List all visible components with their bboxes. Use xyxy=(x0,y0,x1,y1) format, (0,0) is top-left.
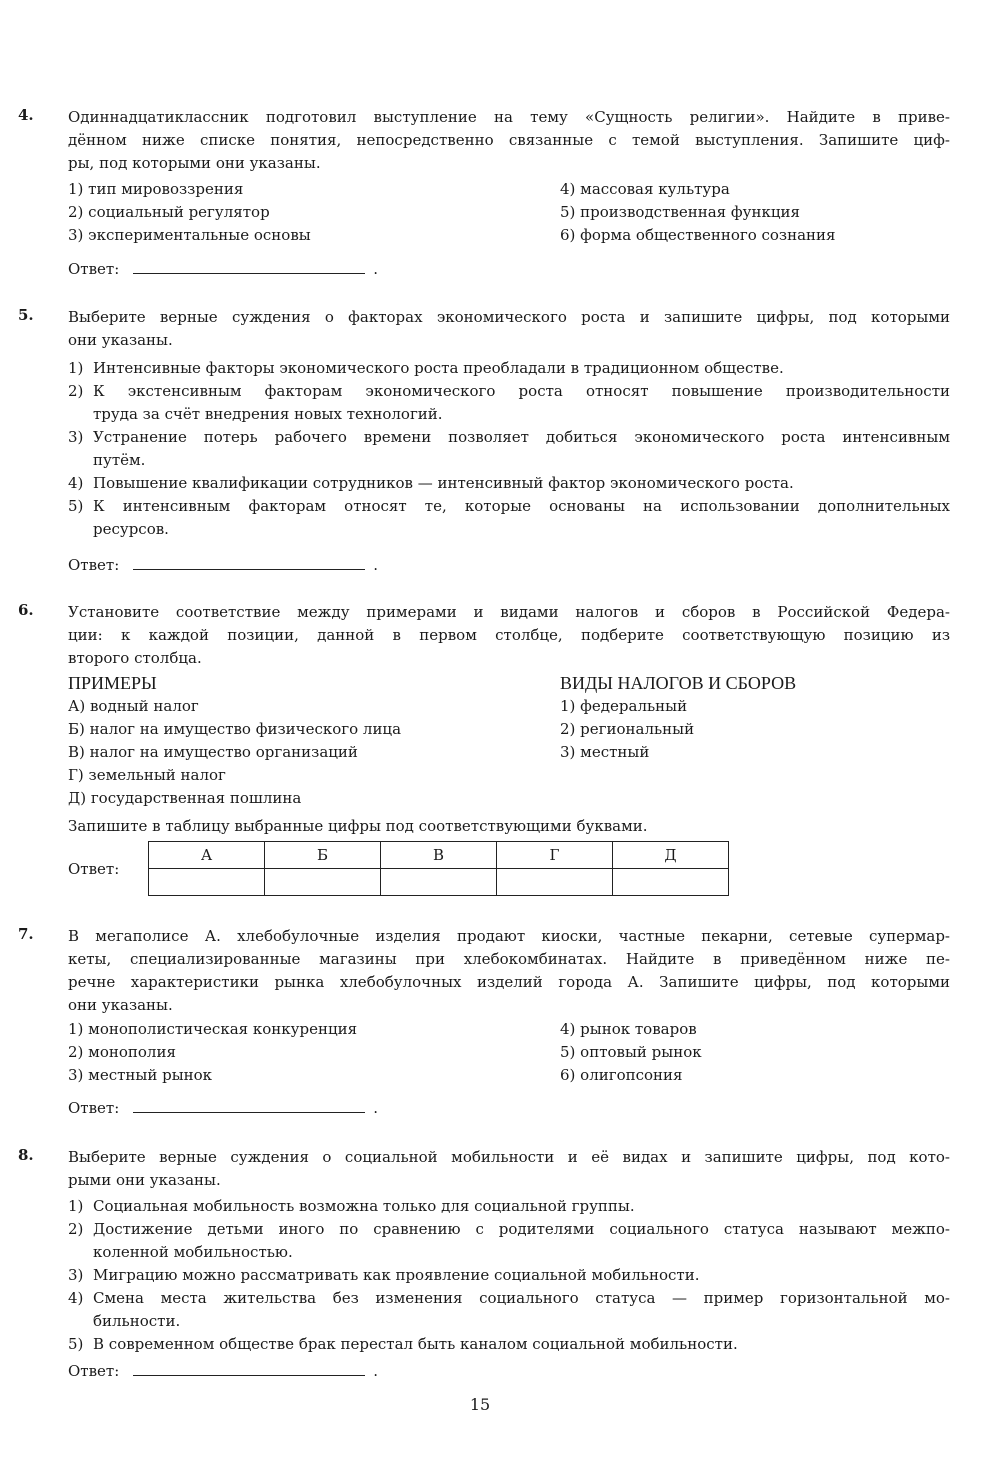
q4-option-5: 5) производственная функция xyxy=(560,203,800,221)
q5-item-5-num: 5) xyxy=(68,497,84,515)
q8-item-2-text-line2: коленной мобильностью. xyxy=(93,1243,293,1261)
q7-answer-field[interactable] xyxy=(133,1096,365,1113)
q6-table-header-d: Д xyxy=(613,842,729,869)
q4-number: 4. xyxy=(18,106,34,124)
q5-item-4-num: 4) xyxy=(68,474,84,492)
answer-label: Ответ: xyxy=(68,1099,120,1117)
answer-label: Ответ: xyxy=(68,1362,120,1380)
answer-dot: . xyxy=(373,260,379,278)
q5-item-2-text-line2: труда за счёт внедрения новых технологий. xyxy=(93,405,443,423)
q7-option-6: 6) олигопсония xyxy=(560,1066,683,1084)
q8-item-2-num: 2) xyxy=(68,1220,84,1238)
q4-text-line3: ры, под которыми они указаны. xyxy=(68,154,321,172)
q8-item-4-text-line2: бильности. xyxy=(93,1312,181,1330)
q6-example-v: В) налог на имущество организаций xyxy=(68,743,358,761)
q8-item-3-num: 3) xyxy=(68,1266,84,1284)
q8-item-4-num: 4) xyxy=(68,1289,84,1307)
q6-example-b: Б) налог на имущество физического лица xyxy=(68,720,402,738)
q8-item-2-text-line1: Достижение детьми иного по сравнению с родителями социального статуса называют межпо- xyxy=(93,1220,950,1238)
q5-number: 5. xyxy=(18,306,34,324)
q6-example-d: Д) государственная пошлина xyxy=(68,789,302,807)
q4-option-6: 6) форма общественного сознания xyxy=(560,226,836,244)
q7-text-line3: речне характеристики рынка хлебобулочных изделий города А. Запишите цифры, под которыми xyxy=(68,973,950,991)
q6-table-header-v: В xyxy=(381,842,497,869)
q4-option-3: 3) экспериментальные основы xyxy=(68,226,311,244)
q4-option-4: 4) массовая культура xyxy=(560,180,730,198)
q8-item-3-text: Миграцию можно рассматривать как проявление социальной мобильности. xyxy=(93,1266,700,1284)
q5-answer xyxy=(68,553,378,577)
q6-table-header-b: Б xyxy=(265,842,381,869)
q5-item-2-text-line1: К экстенсивным факторам экономического роста относят повышение производительности xyxy=(93,382,950,400)
q5-item-1-num: 1) xyxy=(68,359,84,377)
q6-kinds-header: ВИДЫ НАЛОГОВ И СБОРОВ xyxy=(560,673,797,693)
q6-table-cell-v[interactable] xyxy=(381,869,497,896)
q6-table-cell-a[interactable] xyxy=(149,869,265,896)
q7-text-line1: В мегаполисе А. хлебобулочные изделия продают киоски, частные пекарни, сетевые супермар- xyxy=(68,927,950,945)
answer-dot: . xyxy=(373,1099,379,1117)
q8-answer xyxy=(68,1359,378,1383)
q6-instruction: Запишите в таблицу выбранные цифры под соответствующими буквами. xyxy=(68,817,648,835)
q5-text-line1: Выберите верные суждения о факторах экономического роста и запишите цифры, под которыми xyxy=(68,308,950,326)
q6-kind-3: 3) местный xyxy=(560,743,650,761)
q7-answer xyxy=(68,1096,378,1120)
q6-kind-1: 1) федеральный xyxy=(560,697,688,715)
q7-option-1: 1) монополистическая конкуренция xyxy=(68,1020,358,1038)
q5-item-3-text-line1: Устранение потерь рабочего времени позволяет добиться экономического роста интенсивным xyxy=(93,428,950,446)
q4-option-1: 1) тип мировоззрения xyxy=(68,180,244,198)
q4-answer xyxy=(68,257,378,281)
q6-answer-table xyxy=(148,841,729,896)
q5-text-line2: они указаны. xyxy=(68,331,173,349)
q7-option-5: 5) оптовый рынок xyxy=(560,1043,702,1061)
q4-option-2: 2) социальный регулятор xyxy=(68,203,270,221)
q6-table-cell-d[interactable] xyxy=(613,869,729,896)
q8-item-5-text: В современном обществе брак перестал быть каналом социальной мобильности. xyxy=(93,1335,738,1353)
answer-label: Ответ: xyxy=(68,260,120,278)
q5-item-2-num: 2) xyxy=(68,382,84,400)
q8-item-4-text-line1: Смена места жительства без изменения социального статуса — пример горизонтальной мо- xyxy=(93,1289,950,1307)
q6-text-line3: второго столбца. xyxy=(68,649,202,667)
q8-answer-field[interactable] xyxy=(133,1359,365,1376)
q5-answer-field[interactable] xyxy=(133,553,365,570)
q6-text-line1: Установите соответствие между примерами и видами налогов и сборов в Российской Федера- xyxy=(68,603,950,621)
answer-dot: . xyxy=(373,556,379,574)
q7-option-3: 3) местный рынок xyxy=(68,1066,213,1084)
q6-table-cell-g[interactable] xyxy=(497,869,613,896)
q8-item-5-num: 5) xyxy=(68,1335,84,1353)
q6-number: 6. xyxy=(18,601,34,619)
answer-label: Ответ: xyxy=(68,556,120,574)
q5-item-3-num: 3) xyxy=(68,428,84,446)
q7-text-line2: кеты, специализированные магазины при хлебокомбинатах. Найдите в приведённом ниже пе- xyxy=(68,950,950,968)
q6-text-line2: ции: к каждой позиции, данной в первом столбце, подберите соответствующую позицию из xyxy=(68,626,950,644)
q7-option-4: 4) рынок товаров xyxy=(560,1020,697,1038)
q4-text-line2: дённом ниже списке понятия, непосредственно связанные с темой выступления. Запишите циф- xyxy=(68,131,950,149)
page-number: 15 xyxy=(469,1395,491,1414)
q8-text-line1: Выберите верные суждения о социальной мобильности и её видах и запишите цифры, под кото- xyxy=(68,1148,950,1166)
q6-kind-2: 2) региональный xyxy=(560,720,695,738)
q8-text-line2: рыми они указаны. xyxy=(68,1171,221,1189)
q7-text-line4: они указаны. xyxy=(68,996,173,1014)
q8-item-1-num: 1) xyxy=(68,1197,84,1215)
q8-number: 8. xyxy=(18,1146,34,1164)
q6-table-header-g: Г xyxy=(497,842,613,869)
q5-item-5-text-line1: К интенсивным факторам относят те, которые основаны на использовании дополнительных xyxy=(93,497,950,515)
q7-number: 7. xyxy=(18,925,34,943)
q4-text-line1: Одиннадцатиклассник подготовил выступление на тему «Сущность религии». Найдите в приве- xyxy=(68,108,950,126)
q6-answer-label: Ответ: xyxy=(68,860,120,878)
q8-item-1-text: Социальная мобильность возможна только для социальной группы. xyxy=(93,1197,635,1215)
q5-item-5-text-line2: ресурсов. xyxy=(93,520,169,538)
q6-table-header-a: А xyxy=(149,842,265,869)
q5-item-4-text: Повышение квалификации сотрудников — интенсивный фактор экономического роста. xyxy=(93,474,794,492)
q7-option-2: 2) монополия xyxy=(68,1043,176,1061)
q5-item-1-text: Интенсивные факторы экономического роста преобладали в традиционном обществе. xyxy=(93,359,784,377)
q6-examples-header: ПРИМЕРЫ xyxy=(68,673,157,693)
answer-dot: . xyxy=(373,1362,379,1380)
q6-table-cell-b[interactable] xyxy=(265,869,381,896)
q6-example-a: А) водный налог xyxy=(68,697,199,715)
q6-example-g: Г) земельный налог xyxy=(68,766,226,784)
q5-item-3-text-line2: путём. xyxy=(93,451,146,469)
q4-answer-field[interactable] xyxy=(133,257,365,274)
